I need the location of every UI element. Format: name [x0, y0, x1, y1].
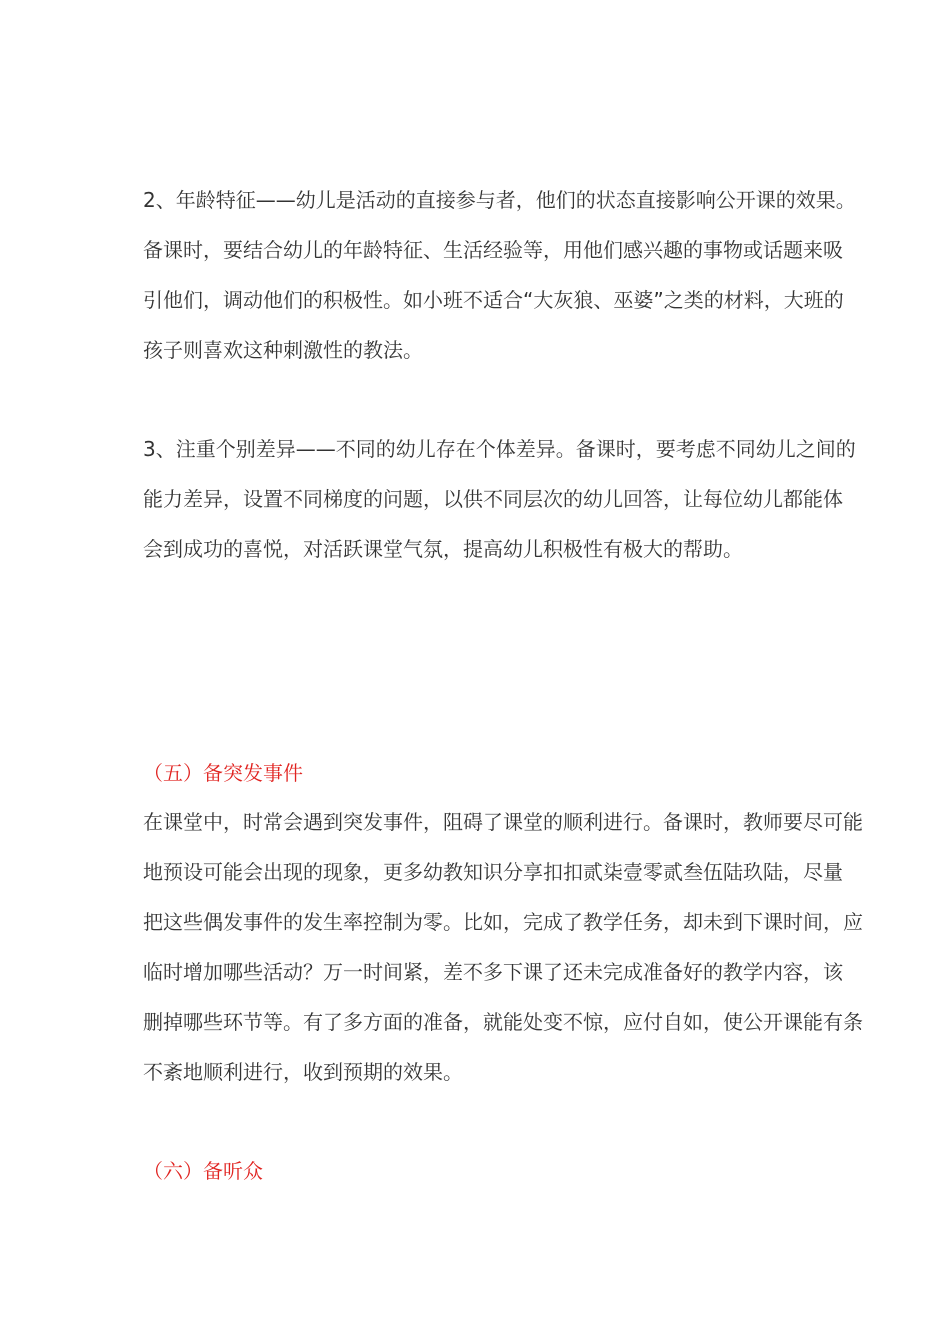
paragraph-line: 把这些偶发事件的发生率控制为零。比如，完成了教学任务，却未到下课时间，应 — [143, 910, 863, 934]
paragraph-line: 3、注重个别差异——不同的幼儿存在个体差异。备课时，要考虑不同幼儿之间的 — [143, 437, 856, 461]
paragraph-line: 会到成功的喜悦，对活跃课堂气氛，提高幼儿积极性有极大的帮助。 — [143, 537, 743, 561]
section-six-heading: （六）备听众 — [143, 1159, 263, 1183]
paragraph-line: 能力差异，设置不同梯度的问题，以供不同层次的幼儿回答，让每位幼儿都能体 — [143, 487, 843, 511]
paragraph-line: 2、年龄特征——幼儿是活动的直接参与者，他们的状态直接影响公开课的效果。 — [143, 188, 856, 212]
paragraph-line: 备课时，要结合幼儿的年龄特征、生活经验等，用他们感兴趣的事物或话题来吸 — [143, 238, 843, 262]
paragraph-line: 在课堂中，时常会遇到突发事件，阻碍了课堂的顺利进行。备课时，教师要尽可能 — [143, 810, 863, 834]
paragraph-line: 地预设可能会出现的现象，更多幼教知识分享扣扣贰柒壹零贰叁伍陆玖陆，尽量 — [143, 860, 843, 884]
paragraph-line: 临时增加哪些活动？万一时间紧，差不多下课了还未完成准备好的教学内容，该 — [143, 960, 843, 984]
paragraph-line: 删掉哪些环节等。有了多方面的准备，就能处变不惊，应付自如，使公开课能有条 — [143, 1010, 863, 1034]
section-five-heading: （五）备突发事件 — [143, 761, 303, 785]
paragraph-line: 引他们，调动他们的积极性。如小班不适合“大灰狼、巫婆”之类的材料，大班的 — [143, 288, 844, 312]
paragraph-line: 孩子则喜欢这种刺激性的教法。 — [143, 338, 423, 362]
paragraph-line: 不紊地顺利进行，收到预期的效果。 — [143, 1060, 463, 1084]
